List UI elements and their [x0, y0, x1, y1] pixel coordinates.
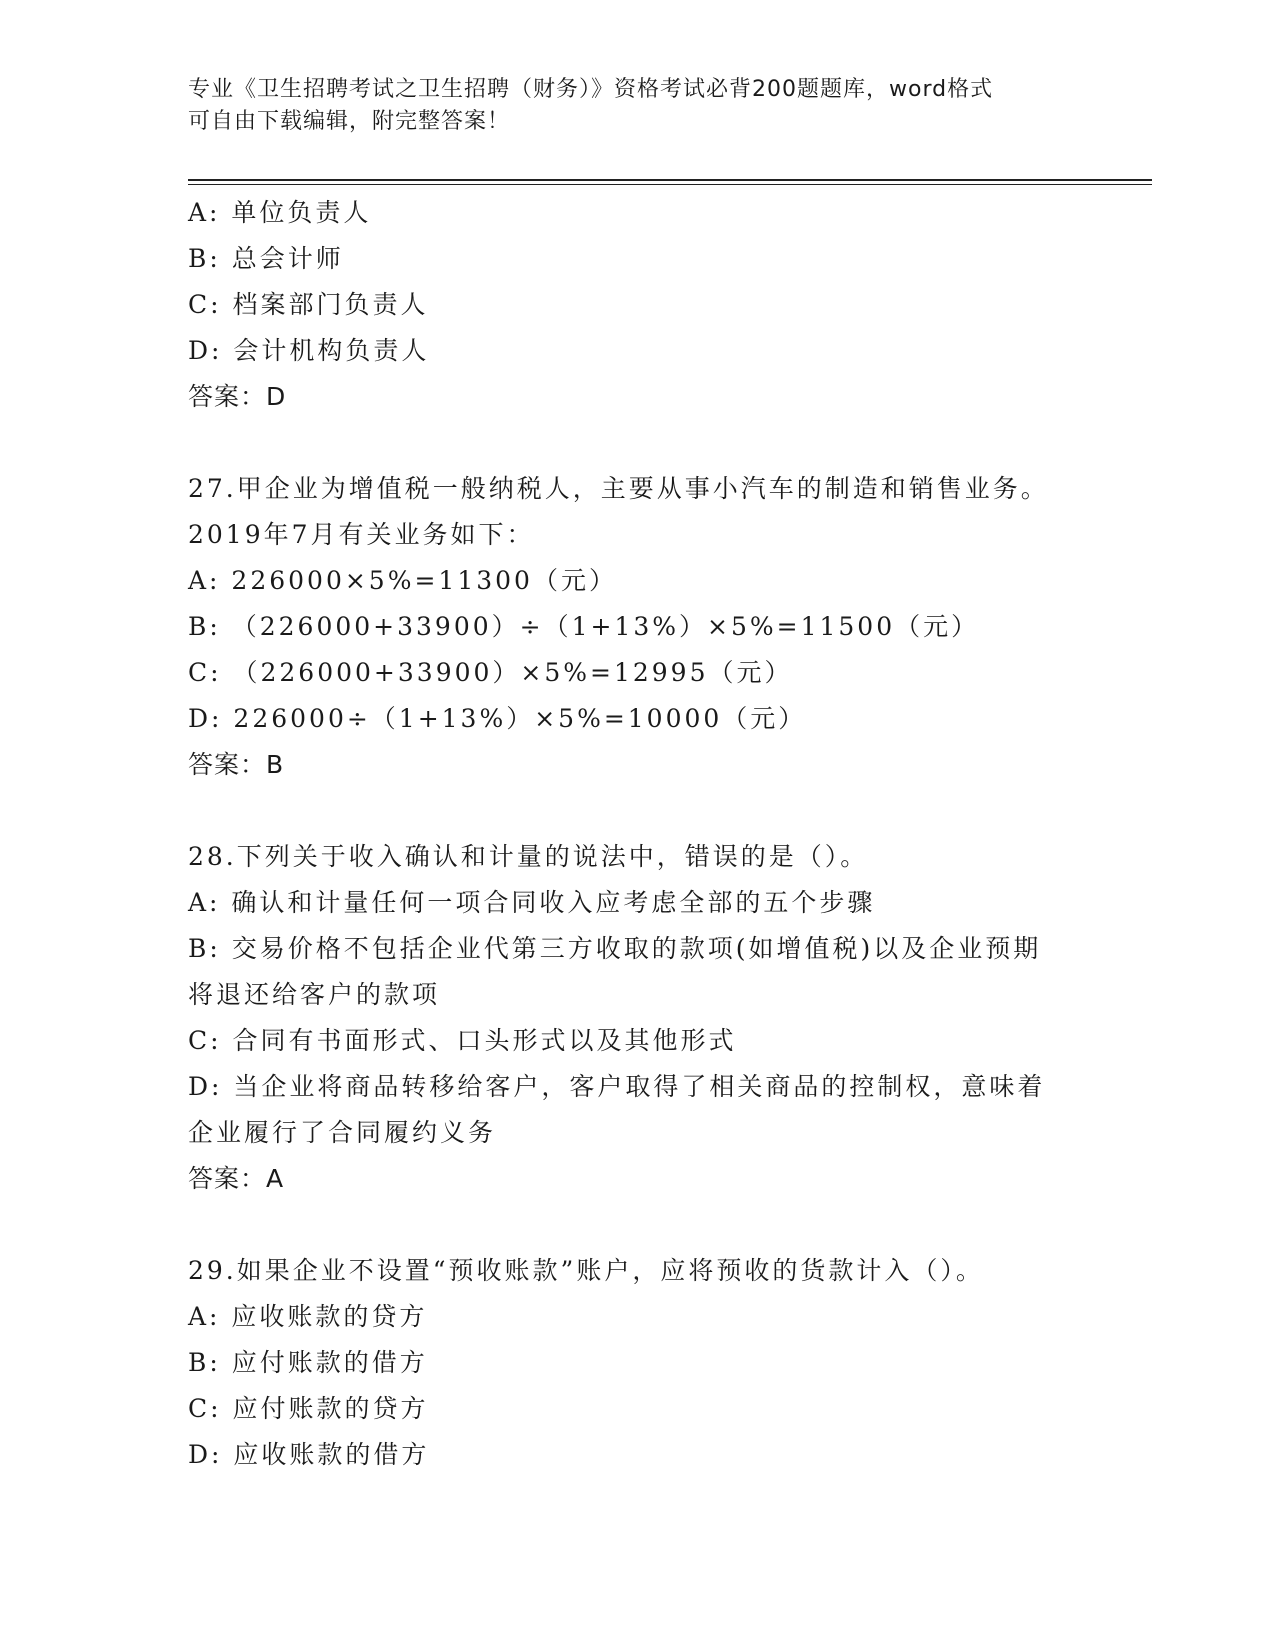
document-header	[188, 74, 1068, 138]
q28-stem: 28.下列关于收入确认和计量的说法中，错误的是（）。	[188, 842, 869, 871]
q28-option-b-line-1: B: 交易价格不包括企业代第三方收取的款项(如增值税)以及企业预期	[188, 934, 1042, 963]
q26-option-a: A: 单位负责人	[188, 198, 372, 227]
spacer	[188, 420, 1088, 466]
header-rule-thin	[188, 184, 1152, 185]
q29-option-d: D: 应收账款的借方	[188, 1440, 430, 1469]
q29-option-c: C: 应付账款的贷方	[188, 1394, 429, 1423]
header-rule-thick	[188, 179, 1152, 181]
q28-option-d-line-2: 企业履行了合同履约义务	[188, 1118, 497, 1147]
q27-answer: 答案：B	[188, 750, 285, 779]
q27-option-c: C: （226000+33900）×5%=12995（元）	[188, 658, 793, 687]
header-line-1: 专业《卫生招聘考试之卫生招聘（财务）》资格考试必背200题题库，word格式	[188, 77, 994, 102]
q28-option-d-line-1: D: 当企业将商品转移给客户，客户取得了相关商品的控制权，意味着	[188, 1072, 1046, 1101]
q29-option-b: B: 应付账款的借方	[188, 1348, 428, 1377]
q26-option-c: C: 档案部门负责人	[188, 290, 429, 319]
q26-answer: 答案：D	[188, 382, 287, 411]
q27-stem-line-1: 27.甲企业为增值税一般纳税人，主要从事小汽车的制造和销售业务。	[188, 474, 1049, 503]
q26-option-b: B: 总会计师	[188, 244, 344, 273]
q29-stem: 29.如果企业不设置“预收账款”账户，应将预收的货款计入（）。	[188, 1256, 984, 1285]
q28-answer: 答案：A	[188, 1164, 285, 1193]
header-line-2: 可自由下载编辑，附完整答案！	[188, 109, 511, 134]
q29-option-a: A: 应收账款的贷方	[188, 1302, 428, 1331]
q28-option-c: C: 合同有书面形式、口头形式以及其他形式	[188, 1026, 737, 1055]
q27-option-a: A: 226000×5%=11300（元）	[188, 566, 617, 595]
q27-option-d: D: 226000÷（1+13%）×5%=10000（元）	[188, 704, 807, 733]
spacer	[188, 1202, 1088, 1248]
q28-option-b-line-2: 将退还给客户的款项	[188, 980, 441, 1009]
q27-option-b: B: （226000+33900）÷（1+13%）×5%=11500（元）	[188, 612, 980, 641]
q27-stem-line-2: 2019年7月有关业务如下：	[188, 520, 535, 549]
question-list	[188, 190, 1088, 1478]
q28-option-a: A: 确认和计量任何一项合同收入应考虑全部的五个步骤	[188, 888, 876, 917]
q26-option-d: D: 会计机构负责人	[188, 336, 430, 365]
spacer	[188, 788, 1088, 834]
